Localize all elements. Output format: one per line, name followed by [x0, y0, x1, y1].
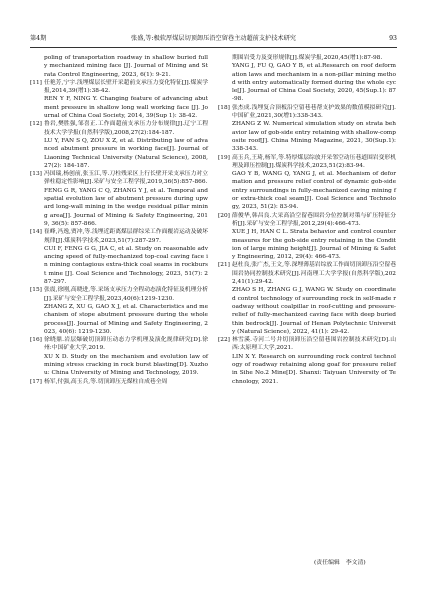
page-header	[30, 35, 397, 45]
reference-text: 崔峰,冯逸,贾冲,等.浅埋近距离煤层群综采工作面覆岩运动及破坏规律[J].煤炭科学技术,2023,51(7):287-297.	[44, 229, 208, 244]
reference-entry	[218, 336, 396, 353]
reference-text: 冯国瑞,杨创前,张玉江,等.刀柱残采区上行长壁开采支承压力对立弹柱稳定性影响[J].采矿与安全工程学报,2019,36(5):857-866.	[44, 171, 208, 186]
reference-number: [12]	[30, 121, 42, 128]
reference-number: [15]	[30, 287, 42, 294]
reference-text: poling of transportation roadway in shallow buried fully mechanized mining face [J]. Journal of Mining and Strata Control Engineering, 2023, 6(1): 9-21.	[44, 55, 208, 78]
reference-entry	[218, 54, 396, 62]
reference-number: [21]	[218, 262, 230, 269]
reference-number: [14]	[30, 229, 42, 236]
reference-entry	[30, 170, 208, 187]
reference-entry	[218, 353, 396, 386]
reference-list-right	[218, 54, 396, 386]
reference-text: 杨军,付强,高玉兵,等.切顶卸压无煤柱自成巷全周	[44, 378, 168, 385]
reference-text: 鲁岩,樊胜强,邹喜正.工作面超前支承压力分布规律[J].辽宁工程技术大学学报(自然科学版),2008,27(2):184-187.	[44, 121, 208, 136]
reference-number: [18]	[218, 104, 230, 111]
reference-entry	[30, 137, 208, 170]
reference-text: 薛俊华,韩昌良.大采高沿空留巷围岩分位控制对策与矿压特征分析[J].采矿与安全工程学报,2012,29(4):466-473.	[232, 212, 396, 227]
reference-entry	[30, 303, 208, 336]
issue-label: 第4期	[30, 35, 47, 42]
reference-text: ZHAO S H, ZHANG G J, WANG W. Study on coordinated control technology of surrounding rock in self-made roadway without coalpillar in roof-cutting and pressure-relief of fully-mechanized caving face with deep buried thin bedrock[J]. Journal of Henan Polytechnic University (Natural Science), 2022, 41(1): 29-42.	[232, 287, 396, 335]
reference-text: FENG G R, YANG C Q, ZHANG Y J, et al. Temporal and spatial evolution law of abutment pressure during upward long-wall mining in the wedge residual pillar mining area[J]. Journal of Mining & Safety Engineering, 2019, 36(5): 857-866.	[44, 187, 208, 227]
reference-entry	[218, 154, 396, 171]
reference-entry	[30, 228, 208, 245]
reference-text: ZHANG Z, XU G, GAO X J, et al. Characteristics and mechanism of stope abutment pressure during the whole process[J]. Journal of Mining and Safety Engineering, 2023, 40(6): 1219-1230.	[44, 303, 208, 335]
reference-number: [22]	[218, 337, 230, 344]
reference-text: REN Y F, NING Y. Changing feature of advancing abutment pressure in shallow long wall working face [J]. Journal of China Coal Society, 2014, 39(Sup 1): 38-42.	[44, 96, 208, 120]
running-title: 张盛,等:极软厚煤层切顶卸压沿空留巷主动超前支护技术研究	[131, 35, 296, 42]
reference-number: [13]	[30, 171, 42, 178]
reference-entry	[30, 245, 208, 286]
reference-number: [17]	[30, 378, 42, 385]
reference-number: [19]	[218, 154, 230, 161]
reference-text: 徐晓鼎.岩层爆破切顶卸压动态力学机理及演化规律研究[D].徐州:中国矿业大学,2019.	[44, 337, 208, 352]
reference-entry	[218, 261, 396, 286]
reference-text: 高玉兵,王琦,杨军,等.特厚煤层综放开采邻空动压巷道围岩变形机理及卸压控制[J].煤炭科学技术,2023,51(2):83-94.	[232, 154, 396, 169]
reference-entry	[30, 95, 208, 120]
reference-number: [16]	[30, 337, 42, 344]
reference-text: ZHANG Z W. Numerical simulation study on strata behavior law of gob-side entry retaining with shallow-composite roof[J]. China Mining Magazine, 2021, 30(Sup.1): 338-343.	[232, 121, 397, 153]
reference-entry	[30, 120, 208, 137]
reference-number: [20]	[218, 212, 230, 219]
reference-entry	[30, 353, 208, 378]
header-divider	[30, 47, 397, 48]
page-number: 93	[389, 35, 397, 42]
reference-entry	[218, 228, 396, 261]
reference-text: CUI F, FENG G G, JIA C, et al. Study on reasonable advancing speed of fully-mechanized top-coal caving face in mining contagious extra-thick coal seams in rockburst mine [J]. Coal Science and Technology, 2023, 51(7): 287-297.	[44, 245, 208, 286]
reference-text: 期围岩受力及变形规律[J].煤炭学报,2020,45(增1):87-98.	[232, 55, 383, 61]
reference-text: 张杰成.浅埋复合顶板沿空留巷巷帮支护效果的数值模拟研究[J].中国矿业,2021,30(增1):338-343.	[232, 104, 396, 120]
reference-text: GAO Y B, WANG Q, YANG J, et al. Mechanism of deformation and pressure relief control of dynamic gob-side entry surroundings in fully-mechanized caving mining for extra-thick coal seam[J]. Coal Science and Technology, 2023, 51(2): 83-94.	[232, 171, 396, 211]
reference-entry	[218, 212, 396, 229]
reference-text: LIN X Y. Research on surrounding rock control technology of roadway retaining along goaf for pressure relief in Sihe No.2 Mine[D]. Shanxi: Taiyuan University of Technology, 2021.	[232, 353, 396, 385]
reference-entry	[30, 187, 208, 228]
reference-entry	[30, 378, 208, 386]
reference-entry	[30, 54, 208, 79]
reference-entry	[218, 120, 396, 153]
reference-entry	[218, 104, 396, 121]
reference-text: 任艳芳,宁宇.浅埋煤层长壁开采超前支承压力变化特征[J].煤炭学报,2014,39(增1):38-42.	[44, 79, 208, 95]
reference-entry	[30, 79, 208, 96]
reference-text: 林雪溪.寺河二号井切顶卸压沿空留巷围岩控制技术研究[D].山西:太原理工大学,2021.	[232, 337, 396, 352]
reference-entry	[30, 336, 208, 353]
reference-text: XUE J H, HAN C L. Strata behavior and control countermeasures for the gob-side entry retaining in the Condition of large mining height[J]. Journal of Mining & Safety Engineering, 2012, 29(4): 466-473.	[232, 229, 396, 261]
reference-entry	[218, 62, 396, 103]
reference-text: LU Y, FAN S Q, ZOU X Z, et al. Distributing law of advanced abutment pressure in working face[J]. Journal of Liaoning Technical University (Natural Science), 2008, 27(2): 184-187.	[44, 137, 208, 169]
reference-list-left	[30, 54, 208, 386]
editor-note: (责任编辑 李文清)	[314, 560, 366, 566]
reference-entry	[218, 170, 396, 211]
reference-text: 张震,徐刚,高晓进,等.采场支承压力全程动态演化特征及机理分析[J].采矿与安全工程学报,2023,40(6):1219-1230.	[44, 287, 208, 302]
reference-number: [11]	[30, 79, 42, 86]
reference-text: YANG J, FU Q, GAO Y B, et al.Research on roof deformation laws and mechanism in a non-pillar mining method with entry automatically formed during the whole cycle[J]. Journal of China Coal Society, 2020, 45(Sup.1): 87-98.	[232, 63, 396, 103]
reference-text: 赵杜良,张广杰,王文,等.深埋薄基岩综放工作面切顶卸压沿空留巷围岩协同控制技术研究[J].河南理工大学学报(自然科学版),2022,41(1):29-42.	[232, 262, 396, 286]
reference-entry	[218, 286, 396, 336]
reference-text: XU X D. Study on the mechanism and evolution law of mining stress cracking in rock burst blasting[D]. Xuzhou: China University of Mining and Technology, 2019.	[44, 353, 208, 377]
reference-entry	[30, 286, 208, 303]
